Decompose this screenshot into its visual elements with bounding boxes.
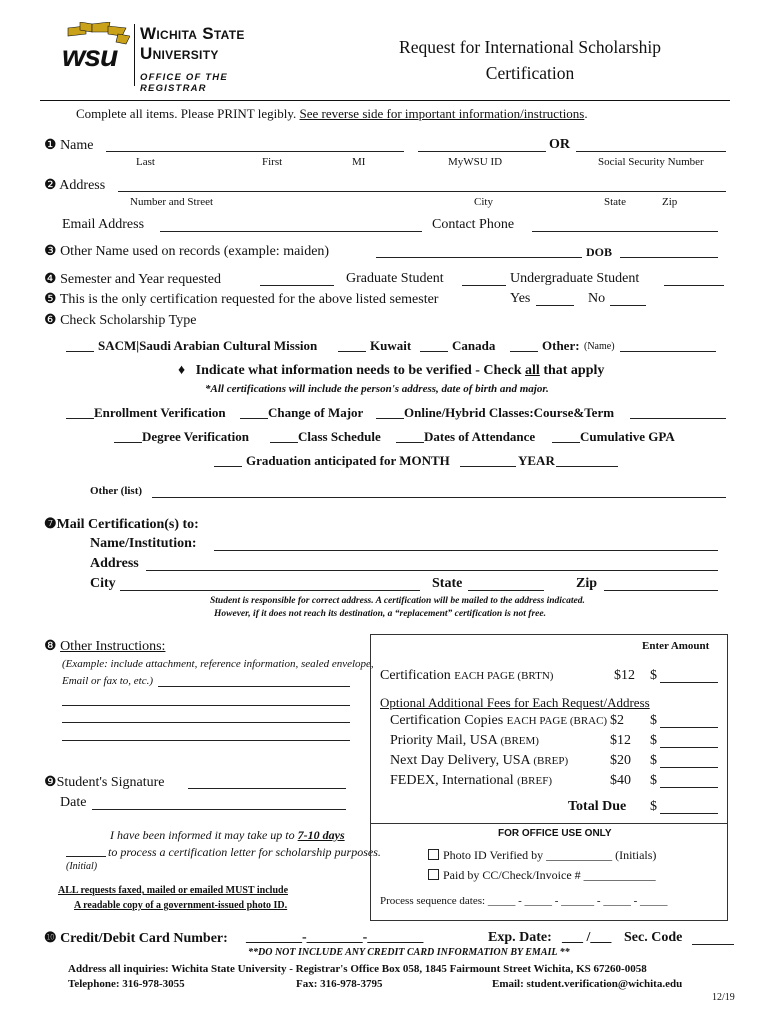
initial-hint: (Initial) xyxy=(66,861,98,872)
fee-row: FEDEX, International (BREF) xyxy=(390,773,552,788)
fee-input-fedex[interactable] xyxy=(660,787,718,788)
sacm-label: SACM|Saudi Arabian Cultural Mission xyxy=(98,338,318,353)
optional-fees-heading: Optional Additional Fees for Each Request/Address xyxy=(380,695,650,710)
major-checkbox[interactable] xyxy=(240,418,268,419)
mail-zip-label: Zip xyxy=(576,576,598,591)
sec10-label: ❿ Credit/Debit Card Number: xyxy=(44,931,228,946)
form-title xyxy=(360,34,700,86)
no-checkbox[interactable] xyxy=(610,305,646,306)
fee-dollar: $ xyxy=(650,733,657,748)
paid-by-checkbox[interactable] xyxy=(428,869,439,880)
sec-code-label: Sec. Code xyxy=(624,930,683,945)
address-input[interactable] xyxy=(118,191,726,192)
form-title-line1: Request for International Scholarship xyxy=(399,37,661,57)
diamond-bullet-icon: ♦ xyxy=(178,363,186,378)
sub-city: City xyxy=(474,196,493,208)
footer-email: Email: student.verification@wichita.edu xyxy=(492,978,683,990)
graduation-label: Graduation anticipated for MONTH xyxy=(246,453,450,468)
sacm-checkbox[interactable] xyxy=(66,351,94,352)
sub-street: Number and Street xyxy=(130,196,214,208)
enroll-label: Enrollment Verification xyxy=(94,405,226,420)
fee-price: $12 xyxy=(610,733,631,748)
sec9-label: ❾Student's Signature xyxy=(44,775,165,790)
cert-fee-input[interactable] xyxy=(660,682,718,683)
sub-zip: Zip xyxy=(662,196,678,208)
instructions-input-4[interactable] xyxy=(62,740,350,741)
fee-price: $2 xyxy=(610,713,624,728)
sub-mi: MI xyxy=(352,156,366,168)
wsu-logo xyxy=(58,22,278,92)
online-course-input[interactable] xyxy=(630,418,726,419)
instructions-input-3[interactable] xyxy=(62,722,350,723)
fee-row: Certification Copies EACH PAGE (BRAC) xyxy=(390,713,608,728)
cert-fee-label: Certification EACH PAGE (BRTN) xyxy=(380,668,554,683)
undergrad-checkbox[interactable] xyxy=(664,285,724,286)
fee-input-priority[interactable] xyxy=(660,747,718,748)
other-name-input[interactable] xyxy=(376,257,582,258)
canada-checkbox[interactable] xyxy=(420,351,448,352)
sec2-label: ❷ Address xyxy=(44,178,106,193)
logo-mark: wsu xyxy=(62,40,118,73)
footer-telephone: Telephone: 316-978-3055 xyxy=(68,978,185,990)
office-use-heading: FOR OFFICE USE ONLY xyxy=(498,828,612,839)
mail-city-label: City xyxy=(90,576,116,591)
cert-fee-price: $12 xyxy=(614,668,635,683)
name-input[interactable] xyxy=(106,151,404,152)
phone-label: Contact Phone xyxy=(432,217,515,232)
fees-box xyxy=(370,634,728,824)
signature-input[interactable] xyxy=(188,788,346,789)
major-label: Change of Major xyxy=(268,405,364,420)
enter-amount-label: Enter Amount xyxy=(642,640,710,652)
email-label: Email Address xyxy=(62,217,145,232)
date-label: Date xyxy=(60,795,87,810)
graduation-year-input[interactable] xyxy=(556,466,618,467)
fee-price: $20 xyxy=(610,753,631,768)
grad-checkbox[interactable] xyxy=(462,285,506,286)
exp-date-label: Exp. Date: xyxy=(488,930,552,945)
yes-checkbox[interactable] xyxy=(536,305,574,306)
sub-mywsu: MyWSU ID xyxy=(448,156,503,168)
mail-note-2: However, if it does not reach its destination, a “replacement” certification is not free. xyxy=(214,609,546,619)
fee-row: Priority Mail, USA (BREM) xyxy=(390,733,539,748)
photo-id-warning-1: ALL requests faxed, mailed or emailed MUST include xyxy=(58,885,289,896)
form-title-line2: Certification xyxy=(485,63,575,83)
mail-name-input[interactable] xyxy=(214,550,718,551)
schedule-label: Class Schedule xyxy=(298,429,381,444)
mail-zip-input[interactable] xyxy=(604,590,718,591)
kuwait-checkbox[interactable] xyxy=(338,351,366,352)
card-number-input[interactable]: ________-________-________ xyxy=(246,930,424,945)
fee-price: $40 xyxy=(610,773,631,788)
mywsu-id-input[interactable] xyxy=(418,151,546,152)
kuwait-label: Kuwait xyxy=(370,338,412,353)
form-version: 12/19 xyxy=(712,992,735,1003)
sub-last: Last xyxy=(136,156,155,168)
sec5-label: ❺ This is the only certification requested for the above listed semester xyxy=(44,292,439,307)
footer-fax: Fax: 316-978-3795 xyxy=(296,978,383,990)
total-due-input[interactable] xyxy=(660,813,718,814)
sub-ssn: Social Security Number xyxy=(598,156,704,168)
mail-address-input[interactable] xyxy=(146,570,718,571)
mail-name-label: Name/Institution: xyxy=(90,536,197,551)
grad-label: Graduate Student xyxy=(346,271,444,286)
enroll-checkbox[interactable] xyxy=(66,418,94,419)
canada-label: Canada xyxy=(452,338,496,353)
exp-date-input[interactable]: ___ /___ xyxy=(562,930,612,945)
mail-address-label: Address xyxy=(90,556,139,571)
sec4-label: ❹ Semester and Year requested xyxy=(44,272,222,287)
total-due-label: Total Due xyxy=(568,799,627,814)
logo-university-line1: Wichita State xyxy=(140,24,245,43)
degree-checkbox[interactable] xyxy=(114,442,142,443)
sec7-label: ❼Mail Certification(s) to: xyxy=(44,517,199,532)
total-dollar: $ xyxy=(650,799,657,814)
fee-dollar: $ xyxy=(650,773,657,788)
fee-input-nextday[interactable] xyxy=(660,767,718,768)
mail-note-1: Student is responsible for correct address. A certification will be mailed to the address indicated. xyxy=(210,596,585,606)
fee-dollar: $ xyxy=(650,753,657,768)
dob-label: DOB xyxy=(586,245,613,259)
graduation-year-label: YEAR xyxy=(518,453,555,468)
process-sequence: Process sequence dates: _____ - _____ - ______ - _____ - _____ xyxy=(380,895,668,907)
mail-state-input[interactable] xyxy=(468,590,544,591)
dates-label: Dates of Attendance xyxy=(424,429,536,444)
paid-by: Paid by CC/Check/Invoice # ____________ xyxy=(428,868,656,883)
other-list-input[interactable] xyxy=(152,497,726,498)
other-checkbox[interactable] xyxy=(510,351,538,352)
or-label: OR xyxy=(549,137,570,152)
instructions-input-1[interactable] xyxy=(158,686,350,687)
sec1-label: ❶ Name xyxy=(44,138,94,153)
initial-input[interactable] xyxy=(66,856,106,857)
sub-state: State xyxy=(604,196,626,208)
fee-input-copies[interactable] xyxy=(660,727,718,728)
footer-address: Address all inquiries: Wichita State University - Registrar's Office Box 058, 1845 Fairmount Street Wichita, KS 67260-0058 xyxy=(68,963,647,975)
sec-code-input[interactable] xyxy=(692,944,734,945)
logo-university-line2: University xyxy=(140,44,219,63)
reverse-side-link[interactable]: See reverse side for important information/instructions xyxy=(299,106,585,121)
graduation-checkbox[interactable] xyxy=(214,466,242,467)
email-input[interactable] xyxy=(160,231,422,232)
online-checkbox[interactable] xyxy=(376,418,404,419)
mail-city-input[interactable] xyxy=(120,590,420,591)
instructions-input-2[interactable] xyxy=(62,705,350,706)
date-input[interactable] xyxy=(92,809,346,810)
verify-heading: ♦ Indicate what information needs to be verified - Check all that apply xyxy=(178,363,605,378)
header-rule xyxy=(40,100,730,101)
photo-id-verified: Photo ID Verified by ___________ (Initials) xyxy=(428,848,656,863)
gpa-label: Cumulative GPA xyxy=(580,429,675,444)
sec6-label: ❻ Check Scholarship Type xyxy=(44,313,197,328)
photo-id-checkbox[interactable] xyxy=(428,849,439,860)
other-label: Other: xyxy=(542,338,580,353)
ssn-input[interactable] xyxy=(576,151,726,152)
undergrad-label: Undergraduate Student xyxy=(510,271,640,286)
informed-line1: I have been informed it may take up to 7-10 days xyxy=(110,828,345,842)
other-list-label: Other (list) xyxy=(90,485,143,497)
informed-line2: to process a certification letter for scholarship purposes. xyxy=(108,845,381,859)
phone-input[interactable] xyxy=(532,231,718,232)
sec8-example-1: (Example: include attachment, reference information, sealed envelope, xyxy=(62,658,374,670)
yes-label: Yes xyxy=(510,291,531,306)
mail-state-label: State xyxy=(432,576,463,591)
sub-first: First xyxy=(262,156,283,168)
other-name-hint: (Name) xyxy=(584,341,615,352)
sec8-label: ❽ Other Instructions: xyxy=(44,639,166,654)
logo-office: OFFICE OF THE REGISTRAR xyxy=(140,72,228,94)
fee-row: Next Day Delivery, USA (BREP) xyxy=(390,753,569,768)
fee-dollar: $ xyxy=(650,713,657,728)
schedule-checkbox[interactable] xyxy=(270,442,298,443)
sec8-example-2: Email or fax to, etc.) xyxy=(62,675,154,687)
dates-checkbox[interactable] xyxy=(396,442,424,443)
other-scholarship-input[interactable] xyxy=(620,351,716,352)
credit-card-warning: **DO NOT INCLUDE ANY CREDIT CARD INFORMATION BY EMAIL ** xyxy=(248,947,570,958)
no-label: No xyxy=(588,291,606,306)
graduation-month-input[interactable] xyxy=(460,466,516,467)
instructions: Complete all items. Please PRINT legibly. See reverse side for important information/instructions. xyxy=(76,106,588,121)
gpa-checkbox[interactable] xyxy=(552,442,580,443)
photo-id-warning-2: A readable copy of a government-issued photo ID. xyxy=(74,900,288,911)
sec3-label: ❸ Other Name used on records (example: maiden) xyxy=(44,244,330,259)
semester-input[interactable] xyxy=(260,285,334,286)
degree-label: Degree Verification xyxy=(142,429,249,444)
verify-note: *All certifications will include the person's address, date of birth and major. xyxy=(205,383,549,395)
dob-input[interactable] xyxy=(620,257,718,258)
cert-fee-dollar: $ xyxy=(650,668,657,683)
online-label: Online/Hybrid Classes:Course&Term xyxy=(404,405,615,420)
